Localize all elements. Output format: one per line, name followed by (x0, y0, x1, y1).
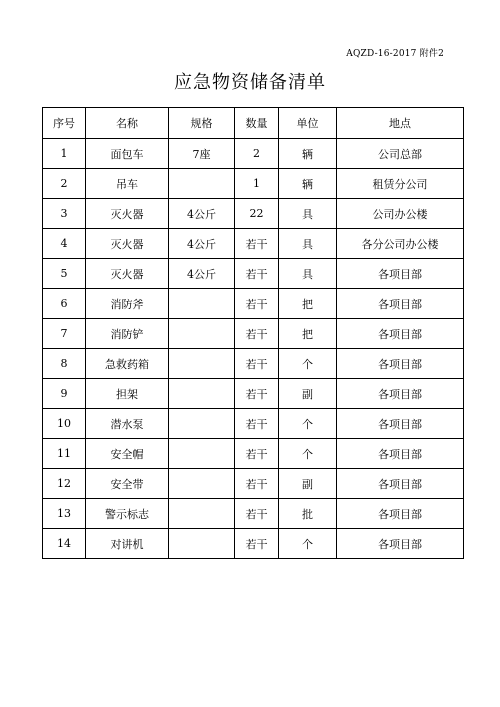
cell-spec (169, 409, 235, 439)
cell-location: 各项目部 (337, 409, 464, 439)
cell-quantity: 若干 (235, 229, 279, 259)
cell-unit: 把 (279, 289, 337, 319)
cell-index: 4 (43, 229, 86, 259)
cell-spec (169, 529, 235, 559)
cell-index: 9 (43, 379, 86, 409)
cell-spec (169, 379, 235, 409)
cell-spec: 7座 (169, 139, 235, 169)
cell-unit: 个 (279, 409, 337, 439)
table-header-row (43, 108, 464, 139)
cell-location: 各项目部 (337, 499, 464, 529)
cell-quantity: 若干 (235, 529, 279, 559)
cell-location: 各项目部 (337, 469, 464, 499)
cell-location: 各项目部 (337, 319, 464, 349)
cell-location: 各项目部 (337, 349, 464, 379)
cell-quantity: 1 (235, 169, 279, 199)
table-row (43, 199, 464, 229)
table-row (43, 349, 464, 379)
column-header-index: 序号 (43, 108, 86, 139)
cell-unit: 批 (279, 499, 337, 529)
cell-location: 各项目部 (337, 289, 464, 319)
cell-location: 各项目部 (337, 379, 464, 409)
cell-name: 灭火器 (86, 259, 169, 289)
cell-name: 警示标志 (86, 499, 169, 529)
table-row (43, 409, 464, 439)
cell-spec (169, 169, 235, 199)
cell-quantity: 若干 (235, 349, 279, 379)
cell-unit: 个 (279, 529, 337, 559)
table-row (43, 529, 464, 559)
cell-index: 12 (43, 469, 86, 499)
cell-name: 面包车 (86, 139, 169, 169)
cell-spec: 4公斤 (169, 259, 235, 289)
cell-unit: 具 (279, 229, 337, 259)
cell-spec (169, 319, 235, 349)
cell-spec (169, 289, 235, 319)
column-header-unit: 单位 (279, 108, 337, 139)
document-code: AQZD-16-2017 附件2 (346, 49, 444, 59)
cell-location: 公司总部 (337, 139, 464, 169)
cell-name: 潜水泵 (86, 409, 169, 439)
cell-quantity: 若干 (235, 259, 279, 289)
cell-index: 3 (43, 199, 86, 229)
table-row (43, 289, 464, 319)
table-row (43, 469, 464, 499)
page-title: 应急物资储备清单 (174, 72, 326, 93)
cell-quantity: 若干 (235, 289, 279, 319)
cell-unit: 个 (279, 439, 337, 469)
inventory-table (42, 107, 464, 559)
cell-spec (169, 469, 235, 499)
cell-quantity: 22 (235, 199, 279, 229)
table-row (43, 259, 464, 289)
cell-unit: 把 (279, 319, 337, 349)
cell-name: 急救药箱 (86, 349, 169, 379)
cell-quantity: 若干 (235, 499, 279, 529)
cell-spec (169, 439, 235, 469)
cell-location: 各项目部 (337, 259, 464, 289)
cell-name: 消防铲 (86, 319, 169, 349)
cell-location: 各分公司办公楼 (337, 229, 464, 259)
cell-unit: 具 (279, 199, 337, 229)
cell-name: 吊车 (86, 169, 169, 199)
cell-name: 对讲机 (86, 529, 169, 559)
cell-quantity: 若干 (235, 439, 279, 469)
cell-quantity: 2 (235, 139, 279, 169)
cell-name: 安全带 (86, 469, 169, 499)
cell-quantity: 若干 (235, 319, 279, 349)
table-row (43, 379, 464, 409)
cell-location: 租赁分公司 (337, 169, 464, 199)
cell-name: 消防斧 (86, 289, 169, 319)
table-row (43, 229, 464, 259)
cell-index: 13 (43, 499, 86, 529)
table-row (43, 169, 464, 199)
cell-location: 各项目部 (337, 439, 464, 469)
cell-unit: 副 (279, 379, 337, 409)
cell-name: 灭火器 (86, 199, 169, 229)
cell-name: 安全帽 (86, 439, 169, 469)
cell-unit: 辆 (279, 169, 337, 199)
cell-index: 5 (43, 259, 86, 289)
cell-unit: 具 (279, 259, 337, 289)
cell-unit: 辆 (279, 139, 337, 169)
table-row (43, 139, 464, 169)
cell-index: 2 (43, 169, 86, 199)
cell-unit: 个 (279, 349, 337, 379)
cell-name: 担架 (86, 379, 169, 409)
table-row (43, 499, 464, 529)
cell-index: 6 (43, 289, 86, 319)
cell-spec: 4公斤 (169, 199, 235, 229)
column-header-location: 地点 (337, 108, 464, 139)
cell-index: 14 (43, 529, 86, 559)
cell-name: 灭火器 (86, 229, 169, 259)
cell-location: 各项目部 (337, 529, 464, 559)
cell-spec: 4公斤 (169, 229, 235, 259)
cell-index: 8 (43, 349, 86, 379)
cell-location: 公司办公楼 (337, 199, 464, 229)
cell-index: 11 (43, 439, 86, 469)
column-header-name: 名称 (86, 108, 169, 139)
column-header-spec: 规格 (169, 108, 235, 139)
column-header-quantity: 数量 (235, 108, 279, 139)
cell-spec (169, 349, 235, 379)
cell-quantity: 若干 (235, 379, 279, 409)
table-row (43, 439, 464, 469)
cell-spec (169, 499, 235, 529)
cell-index: 10 (43, 409, 86, 439)
table-row (43, 319, 464, 349)
cell-unit: 副 (279, 469, 337, 499)
cell-quantity: 若干 (235, 409, 279, 439)
cell-quantity: 若干 (235, 469, 279, 499)
cell-index: 7 (43, 319, 86, 349)
cell-index: 1 (43, 139, 86, 169)
